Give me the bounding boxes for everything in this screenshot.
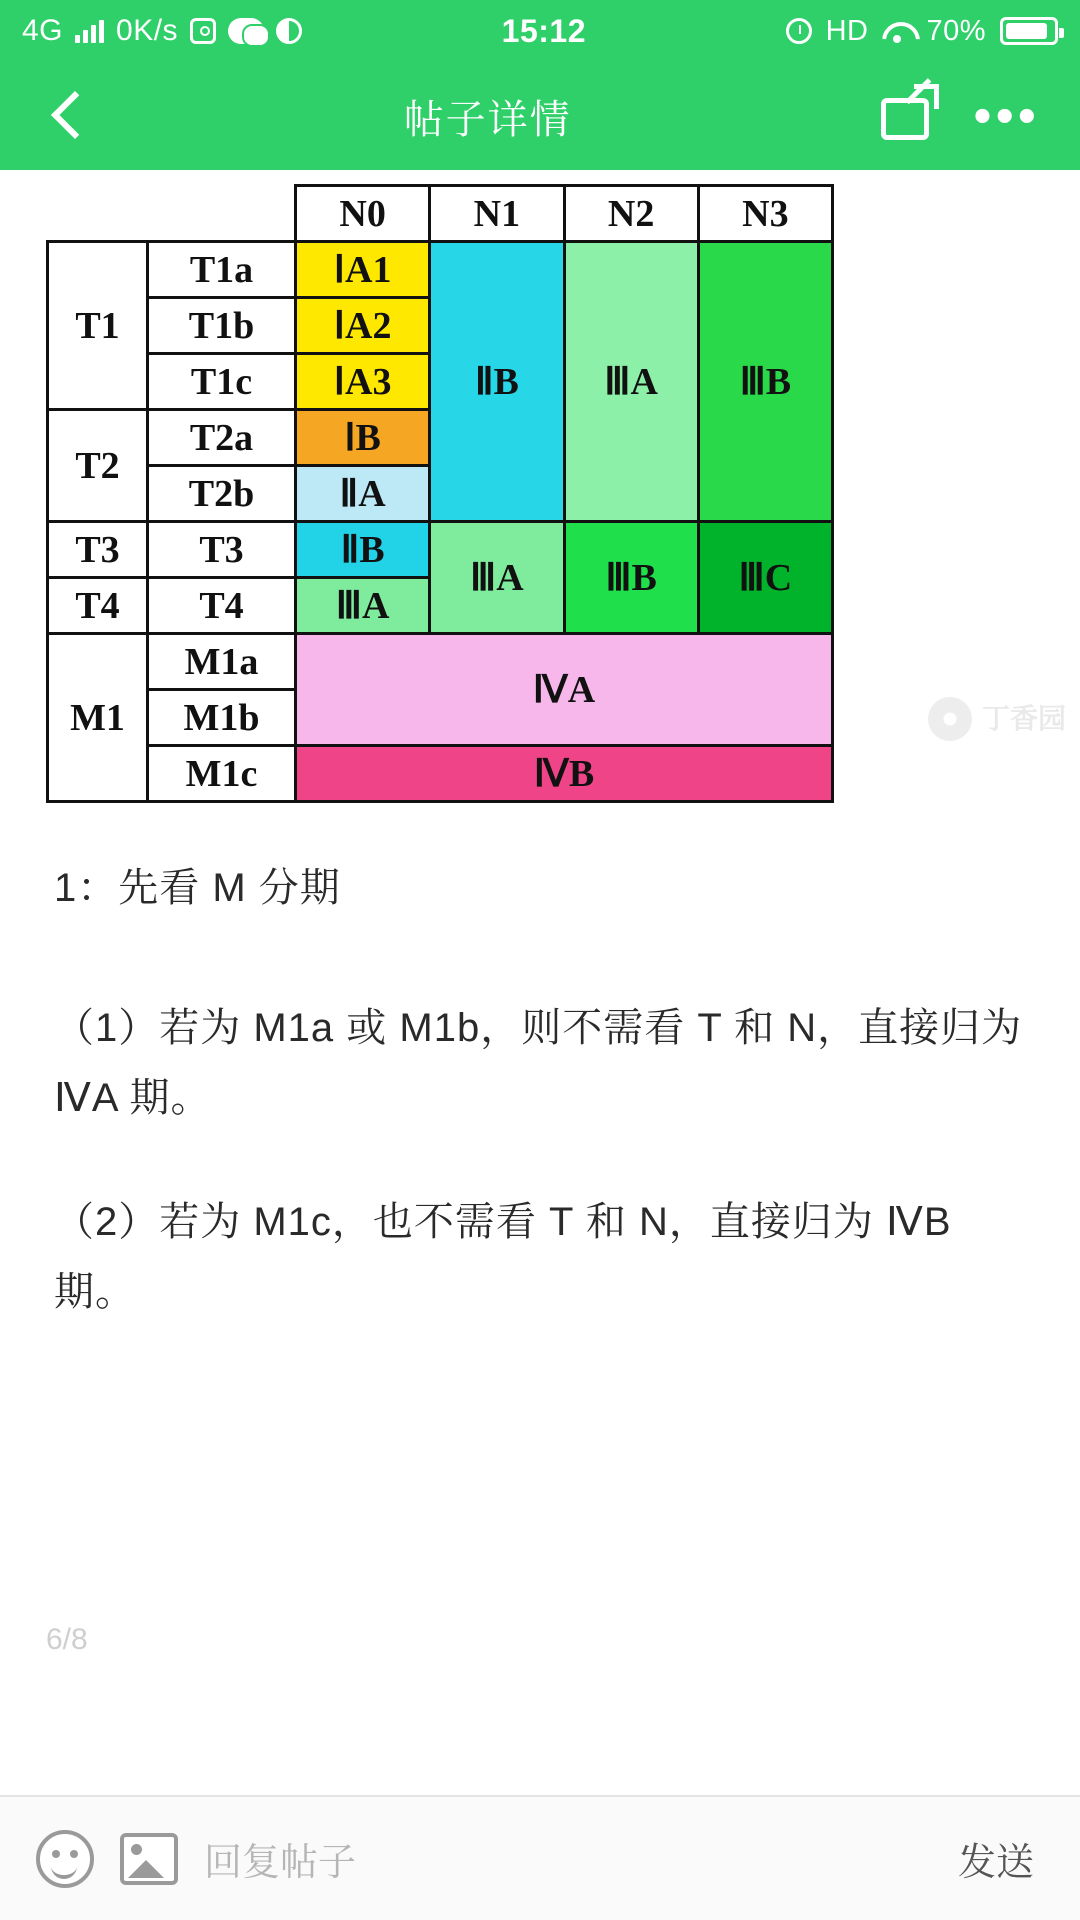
table-row bbox=[48, 746, 833, 802]
row-sub-t1b: T1b bbox=[148, 298, 296, 354]
tnm-staging-table-image bbox=[0, 170, 1080, 803]
cell-t1-n2: ⅢA bbox=[564, 242, 698, 522]
clock-icon bbox=[786, 18, 812, 44]
cell-t3-n3: ⅢC bbox=[698, 522, 832, 634]
row-group-t3: T3 bbox=[48, 522, 148, 578]
cell-t2b-n0: ⅡA bbox=[296, 466, 430, 522]
cell-m1ab-all: ⅣA bbox=[296, 634, 833, 746]
article-body bbox=[0, 803, 1080, 1327]
column-header-n3: N3 bbox=[698, 186, 832, 242]
cell-t1-n1: ⅡB bbox=[430, 242, 564, 522]
row-sub-t4: T4 bbox=[148, 578, 296, 634]
tnm-table bbox=[46, 184, 834, 803]
wechat-icon bbox=[228, 18, 264, 44]
cell-t3-n1: ⅢA bbox=[430, 522, 564, 634]
row-sub-m1a: M1a bbox=[148, 634, 296, 690]
table-header-row bbox=[48, 186, 833, 242]
clock-label: 15:12 bbox=[501, 12, 586, 49]
image-icon[interactable] bbox=[120, 1833, 178, 1885]
alarm-icon bbox=[190, 18, 216, 44]
reply-input[interactable]: 回复帖子 bbox=[204, 1842, 357, 1884]
row-group-t2: T2 bbox=[48, 410, 148, 522]
emoji-icon[interactable] bbox=[36, 1830, 94, 1888]
table-row bbox=[48, 242, 833, 298]
network-type-label: 4G bbox=[22, 14, 64, 47]
more-options-icon[interactable]: ••• bbox=[973, 87, 1040, 145]
cell-t1-n3: ⅢB bbox=[698, 242, 832, 522]
row-sub-m1b: M1b bbox=[148, 690, 296, 746]
battery-icon bbox=[1000, 17, 1058, 45]
back-icon[interactable] bbox=[40, 86, 100, 146]
wifi-icon bbox=[882, 20, 912, 42]
cell-t1b-n0: ⅠA2 bbox=[296, 298, 430, 354]
row-sub-t2a: T2a bbox=[148, 410, 296, 466]
row-sub-t1a: T1a bbox=[148, 242, 296, 298]
article-paragraph-1: 1：先看 M 分期 bbox=[54, 866, 341, 910]
row-sub-t2b: T2b bbox=[148, 466, 296, 522]
page-title: 帖子详情 bbox=[403, 97, 572, 142]
row-group-t4: T4 bbox=[48, 578, 148, 634]
send-button[interactable]: 发送 bbox=[957, 1842, 1034, 1884]
status-bar-left bbox=[22, 14, 302, 48]
status-bar bbox=[0, 0, 1080, 62]
row-group-m1: M1 bbox=[48, 634, 148, 802]
network-speed-label: 0K/s bbox=[116, 14, 179, 47]
watermark-text: 丁香园 bbox=[981, 703, 1066, 735]
table-row bbox=[48, 634, 833, 690]
battery-percent-label: 70% bbox=[926, 14, 986, 47]
column-header-n2: N2 bbox=[564, 186, 698, 242]
row-sub-t1c: T1c bbox=[148, 354, 296, 410]
page-indicator: 6/8 bbox=[46, 1623, 88, 1656]
row-sub-t3: T3 bbox=[148, 522, 296, 578]
signal-bars-icon bbox=[75, 19, 104, 43]
watermark bbox=[928, 697, 1066, 741]
article-paragraph-2: （1）若为 M1a 或 M1b，则不需看 T 和 N，直接归为 ⅣA 期。 bbox=[54, 1006, 1023, 1120]
post-content bbox=[0, 170, 1080, 1795]
row-group-t1: T1 bbox=[48, 242, 148, 410]
cell-t1a-n0: ⅠA1 bbox=[296, 242, 430, 298]
cell-t3-n2: ⅢB bbox=[564, 522, 698, 634]
status-bar-right bbox=[786, 15, 1058, 48]
table-row bbox=[48, 522, 833, 578]
cell-t4-n0: ⅢA bbox=[296, 578, 430, 634]
row-sub-m1c: M1c bbox=[148, 746, 296, 802]
nav-bar bbox=[0, 62, 1080, 170]
moon-icon bbox=[276, 18, 302, 44]
share-icon[interactable] bbox=[875, 84, 939, 148]
cell-t1c-n0: ⅠA3 bbox=[296, 354, 430, 410]
column-header-n1: N1 bbox=[430, 186, 564, 242]
cell-t3-n0: ⅡB bbox=[296, 522, 430, 578]
cell-t2a-n0: ⅠB bbox=[296, 410, 430, 466]
hd-label: HD bbox=[825, 14, 869, 47]
column-header-n0: N0 bbox=[296, 186, 430, 242]
cell-m1c-all: ⅣB bbox=[296, 746, 833, 802]
reply-bar bbox=[0, 1795, 1080, 1920]
flower-icon bbox=[928, 697, 972, 741]
article-paragraph-3: （2）若为 M1c，也不需看 T 和 N，直接归为 ⅣB 期。 bbox=[54, 1200, 952, 1314]
